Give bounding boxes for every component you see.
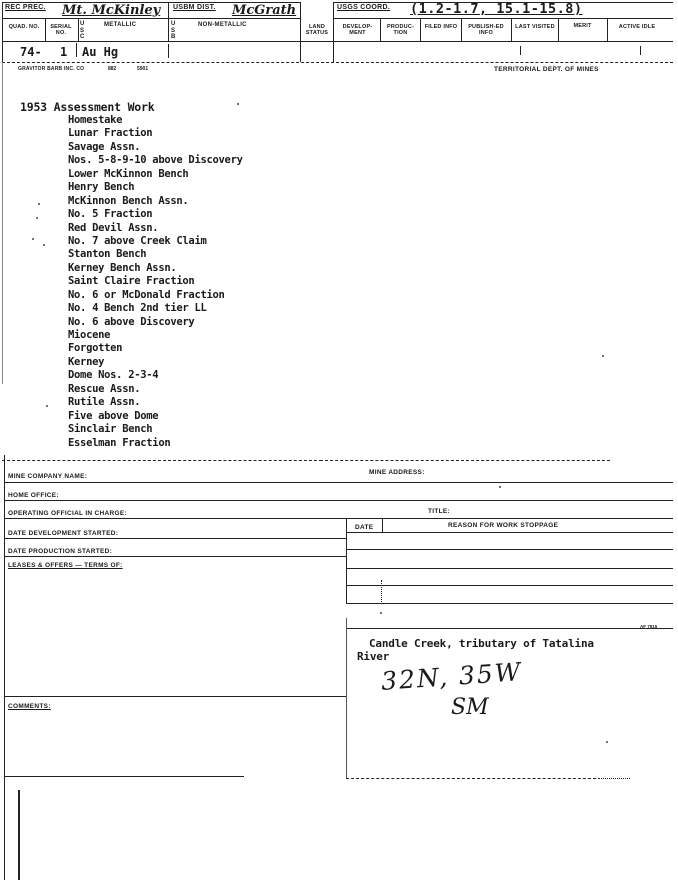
rec-prec-label: REC PREC. [5, 4, 46, 11]
divider-serial-metal [78, 18, 79, 41]
scan-speck [606, 741, 608, 743]
merit-label: MERIT [573, 23, 592, 29]
nonmetallic-letter-s: S [171, 27, 176, 34]
printer-line: GRAVITOR BARB INC. CO [18, 66, 85, 72]
claim-item: Rescue Assn. [68, 382, 141, 395]
location-left-border [346, 618, 347, 778]
metallic-letter-u: U [80, 21, 85, 27]
scan-speck [237, 103, 239, 105]
last-visited-label: LAST VISITED [515, 24, 555, 30]
scan-speck [380, 612, 382, 614]
claim-item: Savage Assn. [68, 140, 141, 153]
filed-info-label: FILED INFO [424, 24, 458, 30]
rule-stoppage-row4 [346, 603, 673, 604]
claim-item: No. 4 Bench 2nd tier LL [68, 302, 207, 315]
nonmetallic-usb-column [171, 21, 179, 41]
header-rule-1 [2, 18, 300, 19]
claim-item: Lower McKinnon Bench [68, 167, 189, 180]
quad-no-label: QUAD. NO. [8, 24, 40, 30]
header-rule-2 [2, 41, 673, 42]
date-production-started-label: DATE PRODUCTION STARTED: [8, 548, 113, 555]
row3-tick-1 [76, 43, 77, 57]
nonmetallic-letter-u: U [171, 21, 176, 27]
header-rule-3 [2, 62, 673, 63]
stoppage-tick [381, 580, 382, 602]
metallic-label: METALLIC [104, 22, 137, 28]
nonmetallic-label: NON-METALLIC [198, 22, 247, 28]
left-border [2, 2, 3, 62]
form-center-divider [346, 518, 347, 603]
claim-item: Esselman Fraction [68, 436, 171, 449]
mine-company-name-label: MINE COMPANY NAME: [8, 473, 88, 480]
usbm-dist-label: USBM DIST. [173, 4, 216, 11]
land-status-label: LAND STATUS [305, 24, 329, 36]
claim-item: Sinclair Bench [68, 423, 153, 436]
scan-speck [32, 238, 34, 240]
divider-metal-nonmetal [168, 18, 169, 41]
usgs-coord-label: USGS COORD. [337, 4, 391, 11]
scan-speck [602, 355, 604, 357]
claim-item: No. 6 or McDonald Fraction [68, 288, 225, 301]
claim-item: Saint Claire Fraction [68, 275, 195, 288]
scan-speck [38, 203, 40, 205]
claim-item: Lunar Fraction [68, 127, 153, 140]
quadrangle-name: Mt. McKinley [62, 3, 161, 18]
claim-item: Red Devil Assn. [68, 221, 159, 234]
rule-location-top [346, 628, 673, 629]
claim-item: Rutile Assn. [68, 396, 141, 409]
divider-rec-usbm [168, 2, 169, 18]
form-top-rule-left [2, 460, 322, 461]
operating-official-label: OPERATING OFFICIAL IN CHARGE: [8, 510, 127, 517]
metallic-usc-column [80, 21, 88, 41]
claim-item: No. 6 above Discovery [68, 315, 195, 328]
scan-speck [43, 244, 45, 246]
rule-location-bottom-tail [598, 778, 630, 779]
scan-speck [46, 405, 48, 407]
published-info-label: PUBLISH-ED INFO [468, 24, 504, 36]
stoppage-date-divider [382, 518, 383, 532]
assessment-heading: 1953 Assessment Work [20, 100, 155, 114]
printer-num-2: 5901 [137, 66, 149, 72]
row3-tick-2 [168, 44, 169, 58]
row3-tick-4 [640, 46, 641, 55]
rule-comments-bottom [4, 776, 244, 777]
divider-usgs [333, 2, 334, 62]
claim-item: Homestake [68, 114, 123, 126]
scan-speck [36, 217, 38, 219]
metallic-letter-s: S [80, 27, 85, 34]
handwritten-township: 32N, 35W [380, 657, 524, 696]
leases-offers-label: LEASES & OFFERS — TERMS OF: [8, 562, 123, 569]
claim-item: Kerney [68, 355, 105, 368]
stoppage-date-label: DATE [355, 524, 374, 531]
claim-item: Nos. 5-8-9-10 above Discovery [68, 154, 243, 167]
rule-home-office [4, 500, 673, 501]
date-development-started-label: DATE DEVELOPMENT STARTED: [8, 530, 119, 537]
claim-item: Kerney Bench Assn. [68, 261, 177, 274]
home-office-label: HOME OFFICE: [8, 492, 59, 499]
lower-left-rule [18, 790, 20, 880]
rule-company [4, 482, 673, 483]
rule-comments-top [4, 696, 346, 697]
serial-no-value: 1 [60, 45, 68, 59]
claim-item: Forgotten [68, 342, 123, 355]
mine-address-label: MINE ADDRESS: [369, 469, 425, 476]
claim-item: Miocene [68, 329, 111, 341]
commodities-value: Au Hg [82, 45, 119, 59]
quad-no-value: 74- [20, 45, 42, 59]
claim-item: McKinnon Bench Assn. [68, 194, 189, 207]
rule-location-bottom [346, 778, 596, 779]
claim-item: No. 7 above Creek Claim [68, 234, 207, 247]
reason-for-stoppage-label: REASON FOR WORK STOPPAGE [448, 522, 559, 529]
serial-no-label: SERIAL NO. [50, 24, 72, 36]
usgs-coordinates: (1.2-1.7, 15.1-15.8) [410, 1, 583, 17]
title-label: TITLE: [428, 508, 451, 515]
claim-item: Five above Dome [68, 409, 159, 422]
rule-stoppage-header [346, 532, 673, 533]
handwritten-meridian: SM [451, 695, 489, 720]
left-margin-rule [2, 62, 3, 384]
claim-item: Dome Nos. 2-3-4 [68, 369, 159, 382]
rule-stoppage-row2 [346, 568, 673, 569]
rule-date-prod [4, 556, 346, 557]
production-label: PRODUC-TION [386, 24, 415, 36]
form-top-rule-right [320, 460, 610, 461]
claim-item: No. 5 Fraction [68, 208, 153, 221]
rule-official [4, 518, 673, 519]
divider-last-merit [558, 18, 559, 41]
comments-label: COMMENTS: [8, 703, 51, 710]
territorial-dept-label: TERRITORIAL DEPT. OF MINES [494, 66, 599, 73]
active-idle-label: ACTIVE IDLE [618, 24, 656, 30]
location-line-1: Candle Creek, tributary of Tatalina [369, 637, 594, 650]
rule-stoppage-row1 [346, 549, 673, 550]
header-rule-1b [333, 18, 673, 19]
rule-date-dev [4, 538, 346, 539]
development-label: DEVELOP-MENT [342, 24, 373, 36]
metallic-letter-c: C [80, 34, 85, 40]
scan-speck [499, 486, 501, 488]
row3-tick-3 [520, 46, 521, 55]
rule-stoppage-row3 [346, 585, 673, 586]
printer-num-1: 882 [108, 66, 117, 72]
form-number: AF 7915 [640, 624, 658, 629]
claims-list [68, 114, 243, 450]
location-line-2: River [357, 650, 390, 663]
claim-item: Henry Bench [68, 181, 135, 194]
nonmetallic-letter-b: B [171, 34, 176, 40]
claim-item: Stanton Bench [68, 248, 147, 261]
district-name: McGrath [232, 3, 297, 18]
